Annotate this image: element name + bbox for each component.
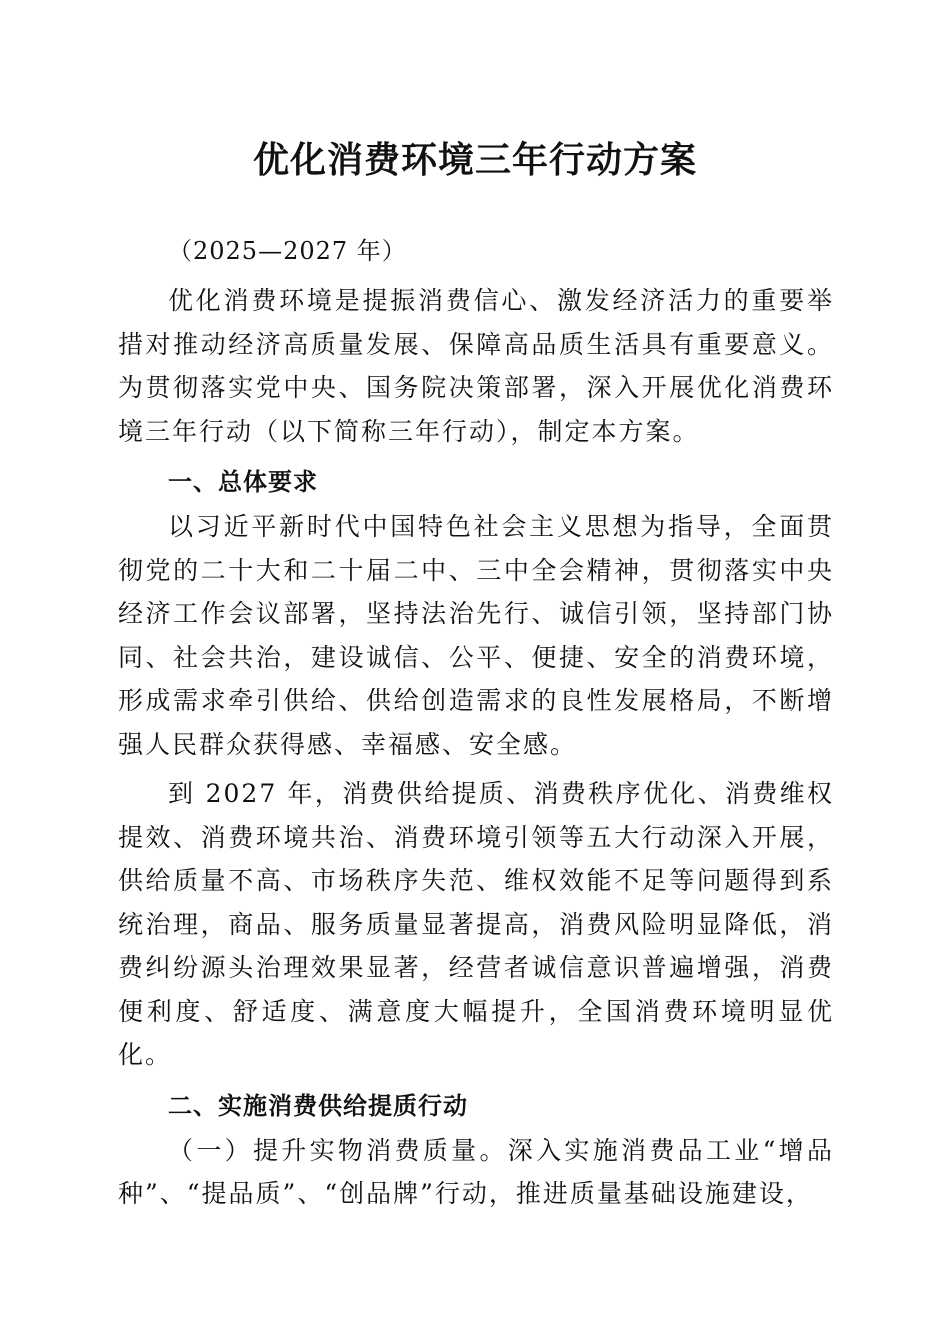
date-range: （2025—2027 年） <box>168 237 407 265</box>
document-title: 优化消费环境三年行动方案 <box>252 139 697 181</box>
document-body <box>118 230 834 1216</box>
paragraph-guiding-principles: 以习近平新时代中国特色社会主义思想为指导，全面贯彻党的二十大和二十届二中、三中全会精神，贯彻落实中央经济工作会议部署，坚持法治先行、诚信引领，坚持部门协同、社会共治，建设诚信、公平、便捷、安全的消费环境，形成需求牵引供给、供给创造需求的良性发展格局，不断增强人民群众获得感、幸福感、安全感。 <box>118 512 834 759</box>
section-heading-general-requirements: 一、总体要求 <box>168 468 318 496</box>
paragraph-physical-consumption: （一）提升实物消费质量。深入实施消费品工业“增品种”、“提品质”、“创品牌”行动，推进质量基础设施建设， <box>118 1135 834 1208</box>
paragraph-2027-goals: 到 2027 年，消费供给提质、消费秩序优化、消费维权提效、消费环境共治、消费环境引领等五大行动深入开展，供给质量不高、市场秩序失范、维权效能不足等问题得到系统治理，商品、服务质量显著提高，消费风险明显降低，消费纠纷源头治理效果显著，经营者诚信意识普遍增强，消费便利度、舒适度、满意度大幅提升，全国消费环境明显优化。 <box>118 779 834 1069</box>
section-heading-supply-quality: 二、实施消费供给提质行动 <box>168 1091 468 1120</box>
intro-paragraph: 优化消费环境是提振消费信心、激发经济活力的重要举措对推动经济高质量发展、保障高品质生活具有重要意义。为贯彻落实党中央、国务院决策部署，深入开展优化消费环境三年行动（以下简称三年行动），制定本方案。 <box>118 286 834 446</box>
